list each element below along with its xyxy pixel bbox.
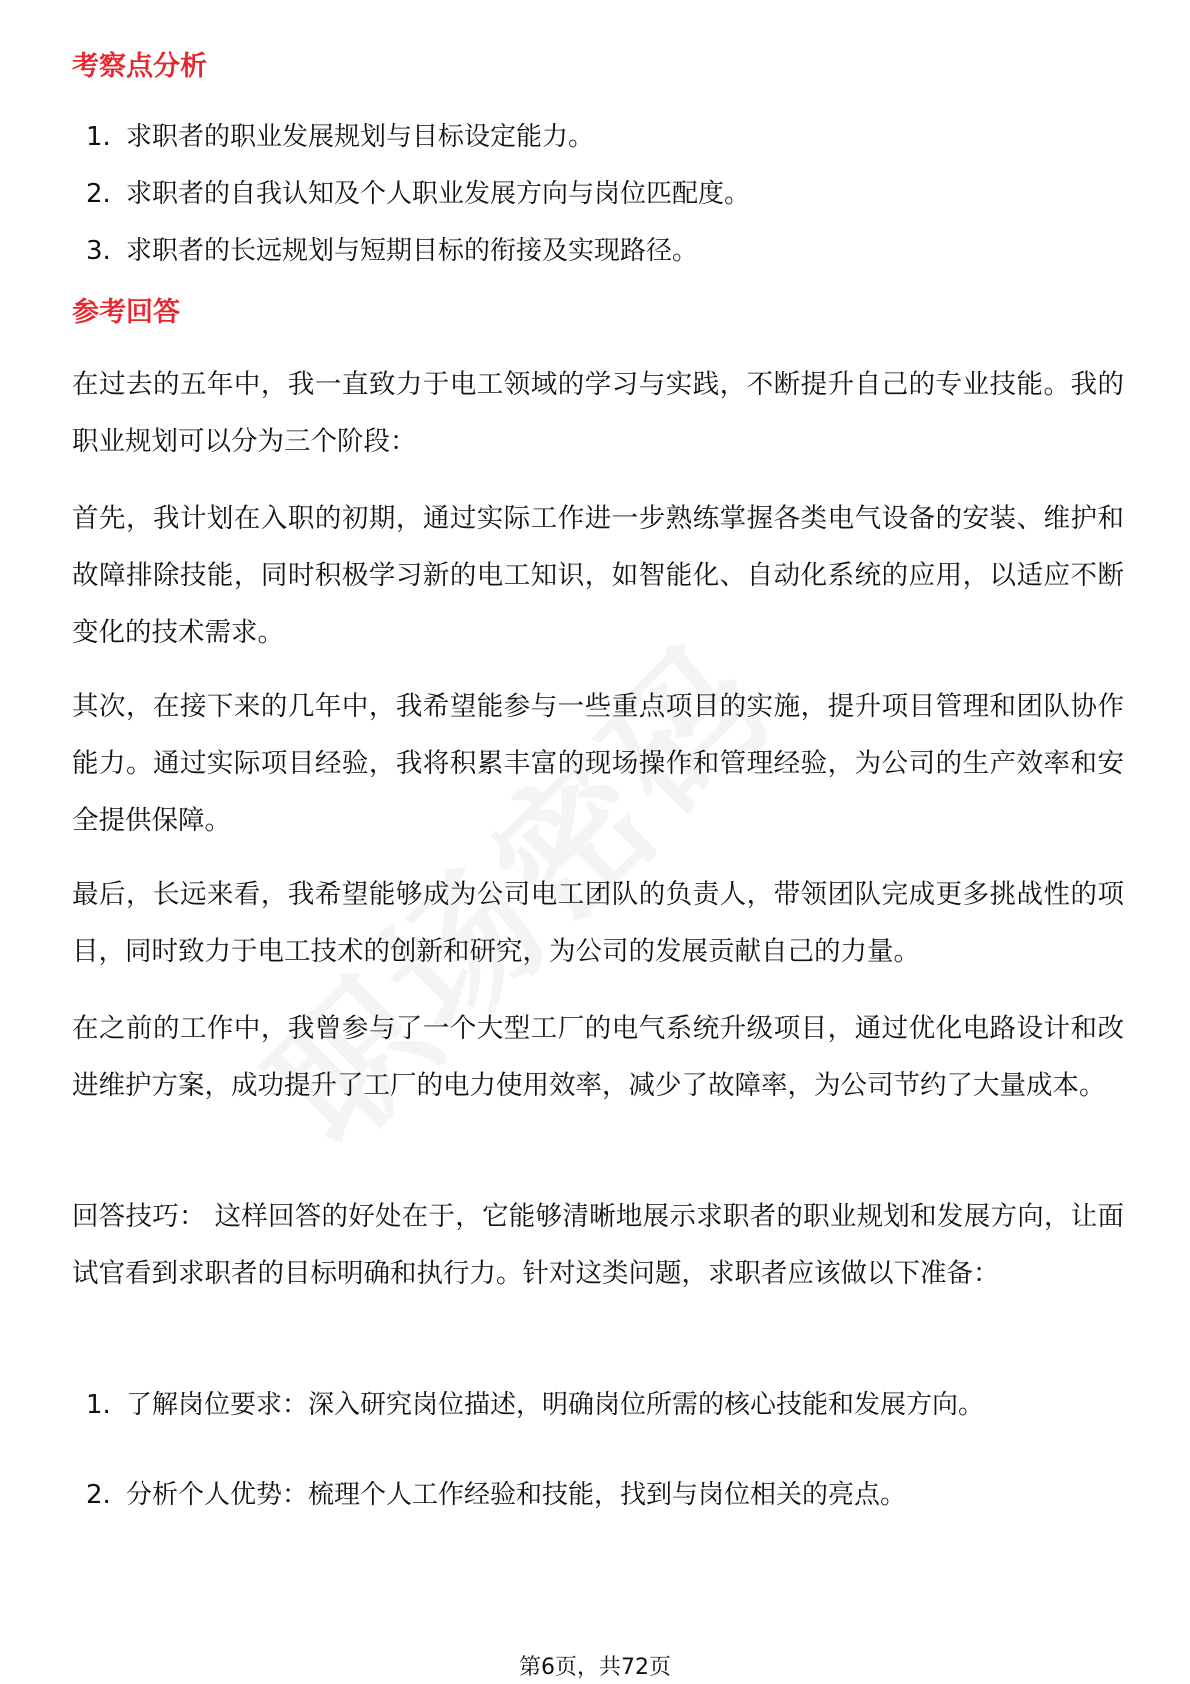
list-text: 求职者的长远规划与短期目标的衔接及实现路径。 (126, 236, 699, 266)
paragraph: 最后，长远来看，我希望能够成为公司电工团队的负责人，带领团队完成更多挑战性的项目，同时致力于电工技术的创新和研究，为公司的发展贡献自己的力量。 (72, 879, 1124, 967)
answer-heading: 参考回答 (72, 297, 180, 328)
list-item (72, 120, 1132, 154)
list-number: 1. (86, 122, 111, 152)
page-number-footer: 第6页，共72页 (519, 1655, 671, 1680)
list-text: 分析个人优势：梳理个人工作经验和技能，找到与岗位相关的亮点。 (126, 1480, 907, 1510)
list-number: 3. (86, 236, 111, 266)
list-number: 2. (86, 179, 111, 209)
tips-list (72, 1388, 1132, 1512)
analysis-list (72, 120, 1132, 268)
list-text: 求职者的职业发展规划与目标设定能力。 (126, 122, 595, 152)
list-number: 1. (86, 1390, 111, 1420)
analysis-heading: 考察点分析 (72, 51, 207, 82)
list-item (72, 234, 1132, 268)
paragraph: 在之前的工作中，我曾参与了一个大型工厂的电气系统升级项目，通过优化电路设计和改进维护方案，成功提升了工厂的电力使用效率，减少了故障率，为公司节约了大量成本。 (72, 1013, 1124, 1101)
paragraph: 首先，我计划在入职的初期，通过实际工作进一步熟练掌握各类电气设备的安装、维护和故障排除技能，同时积极学习新的电工知识，如智能化、自动化系统的应用，以适应不断变化的技术需求。 (72, 503, 1124, 648)
list-item (72, 1478, 1132, 1512)
list-item (72, 1388, 1132, 1422)
list-item (72, 177, 1132, 211)
paragraph: 其次，在接下来的几年中，我希望能参与一些重点项目的实施，提升项目管理和团队协作能力。通过实际项目经验，我将积累丰富的现场操作和管理经验，为公司的生产效率和安全提供保障。 (72, 691, 1124, 836)
list-text: 求职者的自我认知及个人职业发展方向与岗位匹配度。 (126, 179, 751, 209)
paragraph: 在过去的五年中，我一直致力于电工领域的学习与实践，不断提升自己的专业技能。我的职业规划可以分为三个阶段： (72, 369, 1124, 457)
list-text: 了解岗位要求：深入研究岗位描述，明确岗位所需的核心技能和发展方向。 (126, 1390, 985, 1420)
list-number: 2. (86, 1480, 111, 1510)
answer-tips-paragraph: 回答技巧： 这样回答的好处在于，它能够清晰地展示求职者的职业规划和发展方向，让面试官看到求职者的目标明确和执行力。针对这类问题，求职者应该做以下准备： (72, 1201, 1124, 1289)
